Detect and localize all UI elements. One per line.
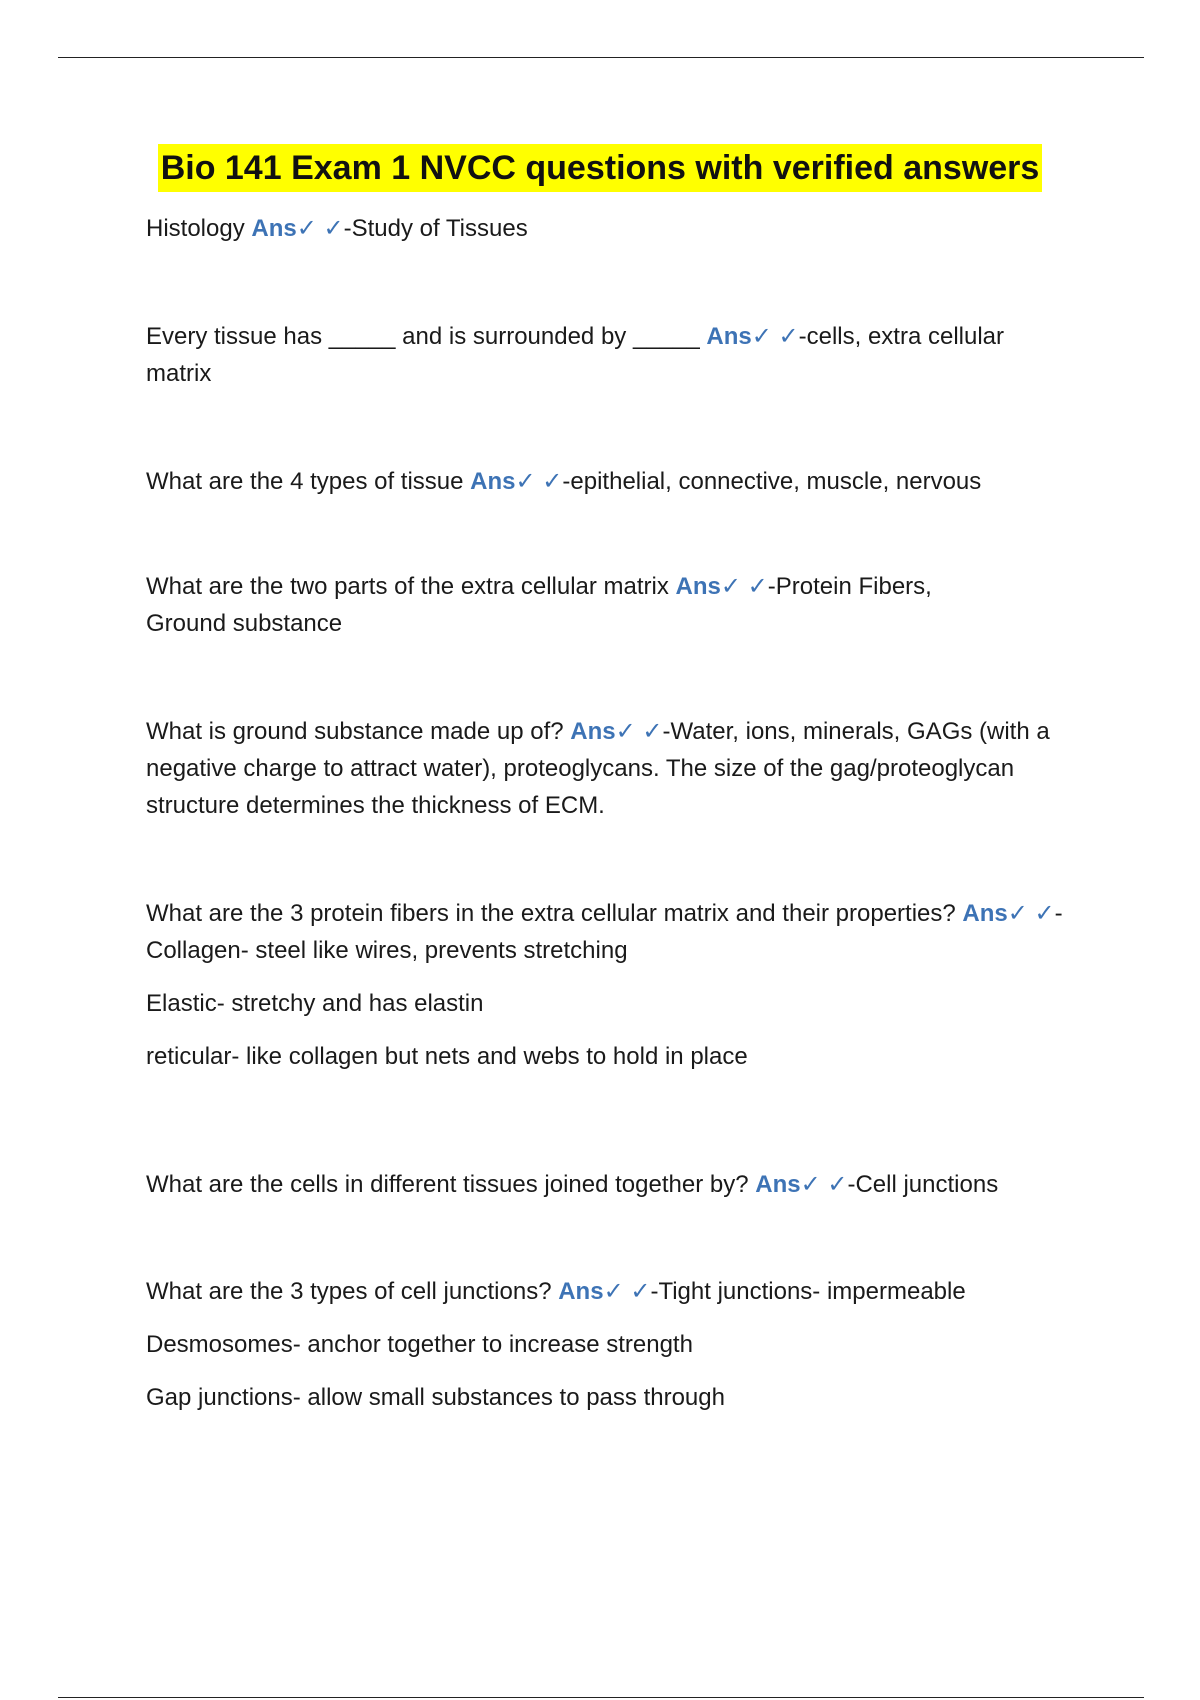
ans-label: Ans [251, 215, 297, 242]
qa-line [146, 895, 1096, 969]
qa-line [146, 1273, 1096, 1310]
answer-text: -cells, extra cellular matrix [146, 323, 1005, 387]
answer-extra-line: Desmosomes- anchor together to increase strength [146, 1331, 693, 1358]
page-title: Bio 141 Exam 1 NVCC questions with verified answers [158, 144, 1043, 192]
question-text: What is ground substance made up of? [146, 718, 571, 745]
check-icon: ✓ ✓ [603, 1278, 651, 1305]
answer-text: -Study of Tissues [343, 215, 528, 242]
check-icon: ✓ ✓ [751, 323, 799, 350]
qa-item [146, 318, 1036, 392]
qa-item [146, 1273, 1096, 1416]
qa-item [146, 895, 1096, 1075]
question-text: What are the two parts of the extra cellular matrix [146, 573, 676, 600]
ans-label: Ans [470, 468, 516, 495]
answer-text: -Water, ions, minerals, GAGs (with a negative charge to attract water), proteoglycans. The size of the gag/proteoglycan structure determines the thickness of ECM. [146, 718, 1050, 819]
question-text: What are the 4 types of tissue [146, 468, 471, 495]
qa-item [146, 713, 1096, 824]
check-icon: ✓ ✓ [515, 468, 563, 495]
answer-text: -Cell junctions [847, 1171, 999, 1198]
check-icon: ✓ ✓ [800, 1171, 848, 1198]
check-icon: ✓ ✓ [615, 718, 663, 745]
answer-text: -Tight junctions- impermeable [650, 1278, 966, 1305]
answer-text: -Collagen- steel like wires, prevents stretching [146, 900, 1063, 964]
question-text: What are the 3 protein fibers in the extra cellular matrix and their properties? [146, 900, 963, 927]
question-text: Every tissue has _____ and is surrounded by _____ [146, 323, 707, 350]
qa-item [146, 463, 981, 500]
header-rule [58, 57, 1144, 58]
ans-label: Ans [706, 323, 752, 350]
qa-item [146, 210, 528, 247]
ans-label: Ans [570, 718, 616, 745]
footer-rule [58, 1697, 1144, 1698]
answer-extra-line: Elastic- stretchy and has elastin [146, 990, 484, 1017]
qa-item [146, 568, 1006, 642]
title-container [0, 144, 1200, 192]
qa-item [146, 1166, 998, 1203]
ans-label: Ans [755, 1171, 801, 1198]
answer-extra-line: reticular- like collagen but nets and webs to hold in place [146, 1043, 748, 1070]
ans-label: Ans [962, 900, 1008, 927]
answer-text: -epithelial, connective, muscle, nervous [562, 468, 982, 495]
check-icon: ✓ ✓ [720, 573, 768, 600]
question-text: Histology [146, 215, 252, 242]
answer-extra-line: Gap junctions- allow small substances to pass through [146, 1384, 725, 1411]
question-text: What are the 3 types of cell junctions? [146, 1278, 559, 1305]
ans-label: Ans [675, 573, 721, 600]
ans-label: Ans [558, 1278, 604, 1305]
check-icon: ✓ ✓ [1007, 900, 1055, 927]
question-text: What are the cells in different tissues joined together by? [146, 1171, 756, 1198]
answer-text: -Protein Fibers, Ground substance [146, 573, 932, 637]
check-icon: ✓ ✓ [296, 215, 344, 242]
